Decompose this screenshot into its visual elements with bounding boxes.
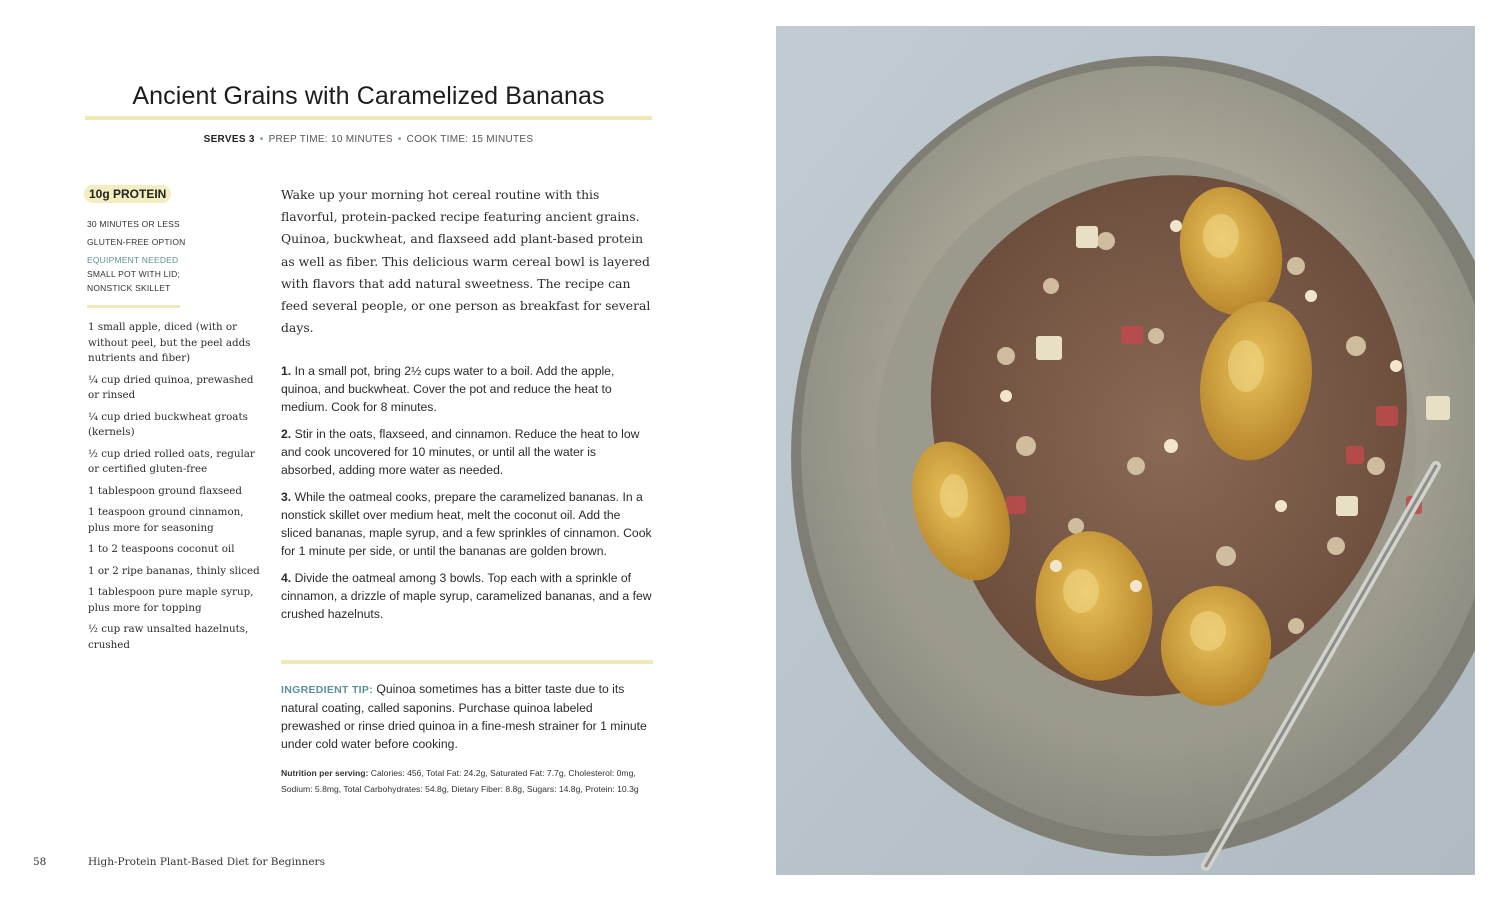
ingredient-list (88, 320, 263, 659)
instruction-step (281, 425, 653, 479)
title-underline (85, 116, 652, 120)
step-text: While the oatmeal cooks, prepare the caramelized bananas. In a nonstick skillet over medium heat, melt the coconut oil. Add the sliced bananas, maple syrup, and a few sprinkles of cinnamon. Cook for 1 minute per side, or until the bananas are golden brown. (281, 490, 652, 558)
ingredient-item: 1 small apple, diced (with or without peel, but the peel adds nutrients and fiber) (88, 321, 251, 364)
instruction-step (281, 362, 653, 416)
nutrition-text: Calories: 456, Total Fat: 24.2g, Saturated Fat: 7.7g, Cholesterol: 0mg, Sodium: 5.8mg, Total Carbohydrates: 54.8g, Dietary Fiber: 8.8g, Sugars: 14.8g, Protein: 10.3g (281, 768, 639, 794)
ingredient-item: 1 or 2 ripe bananas, thinly sliced (88, 564, 260, 577)
step-number: 1. (281, 364, 292, 378)
instruction-steps (281, 362, 653, 632)
step-number: 4. (281, 571, 292, 585)
equipment-item: NONSTICK SKILLET (87, 283, 171, 293)
page-number: 58 (33, 856, 47, 868)
bullet-dot-icon: • (397, 134, 402, 145)
cook-time-label: COOK TIME: 15 MINUTES (406, 134, 534, 145)
recipe-meta (85, 134, 652, 145)
step-text: In a small pot, bring 2½ cups water to a boil. Add the apple, quinoa, and buckwheat. Cover the pot and reduce the heat to medium. Cook for 8 minutes. (281, 364, 615, 414)
ingredient-item: ¼ cup dried buckwheat groats (kernels) (88, 410, 248, 438)
protein-badge: 10g PROTEIN (84, 185, 171, 203)
ingredient-tip (281, 680, 653, 753)
tag-gluten-free: GLUTEN-FREE OPTION (87, 237, 186, 247)
food-bowl-image (776, 26, 1475, 875)
ingredient-item: 1 teaspoon ground cinnamon, plus more for seasoning (88, 506, 244, 534)
ingredient-item: ½ cup raw unsalted hazelnuts, crushed (88, 623, 249, 651)
ingredient-item: 1 tablespoon pure maple syrup, plus more for topping (88, 586, 254, 614)
serves-label: SERVES 3 (203, 134, 255, 145)
tip-divider (281, 660, 653, 664)
equipment-item: SMALL POT WITH LID; (87, 269, 181, 279)
ingredient-item: 1 to 2 teaspoons coconut oil (88, 543, 235, 555)
equipment-label: EQUIPMENT NEEDED (87, 255, 179, 265)
ingredient-item: ¼ cup dried quinoa, prewashed or rinsed (88, 373, 254, 401)
ingredient-item: 1 tablespoon ground flaxseed (88, 484, 242, 497)
ingredient-item: ½ cup dried rolled oats, regular or certified gluten-free (88, 447, 255, 475)
step-number: 2. (281, 427, 292, 441)
nutrition-info (281, 766, 653, 797)
step-text: Divide the oatmeal among 3 bowls. Top each with a sprinkle of cinnamon, a drizzle of maple syrup, caramelized bananas, and a few crushed hazelnuts. (281, 571, 652, 621)
nutrition-label: Nutrition per serving: (281, 768, 369, 778)
instruction-step (281, 488, 653, 560)
recipe-photo (776, 26, 1475, 875)
step-text: Stir in the oats, flaxseed, and cinnamon. Reduce the heat to low and cook uncovered for 10 minutes, or until all the water is absorbed, adding more water as needed. (281, 427, 640, 477)
tip-text: Quinoa sometimes has a bitter taste due to its natural coating, called saponins. Purchase quinoa labeled prewashed or rinse dried quinoa in a fine-mesh strainer for 1 minute under cold water before cooking. (281, 682, 647, 751)
sidebar-divider (87, 305, 180, 308)
prep-time-label: PREP TIME: 10 MINUTES (268, 134, 393, 145)
book-title: High-Protein Plant-Based Diet for Beginners (88, 856, 325, 868)
bullet-dot-icon: • (259, 134, 264, 145)
recipe-title: Ancient Grains with Caramelized Bananas (132, 82, 605, 110)
instruction-step (281, 569, 653, 623)
tip-label: INGREDIENT TIP: (281, 684, 374, 696)
tag-30-minutes: 30 MINUTES OR LESS (87, 219, 180, 229)
recipe-intro: Wake up your morning hot cereal routine with this flavorful, protein-packed recipe featuring ancient grains. Quinoa, buckwheat, and flaxseed add plant-based protein as well as fiber. This delicious warm cereal bowl is layered with flavors that add natural sweetness. The recipe can feed several people, or one person as breakfast for several days. (281, 187, 651, 336)
step-number: 3. (281, 490, 292, 504)
